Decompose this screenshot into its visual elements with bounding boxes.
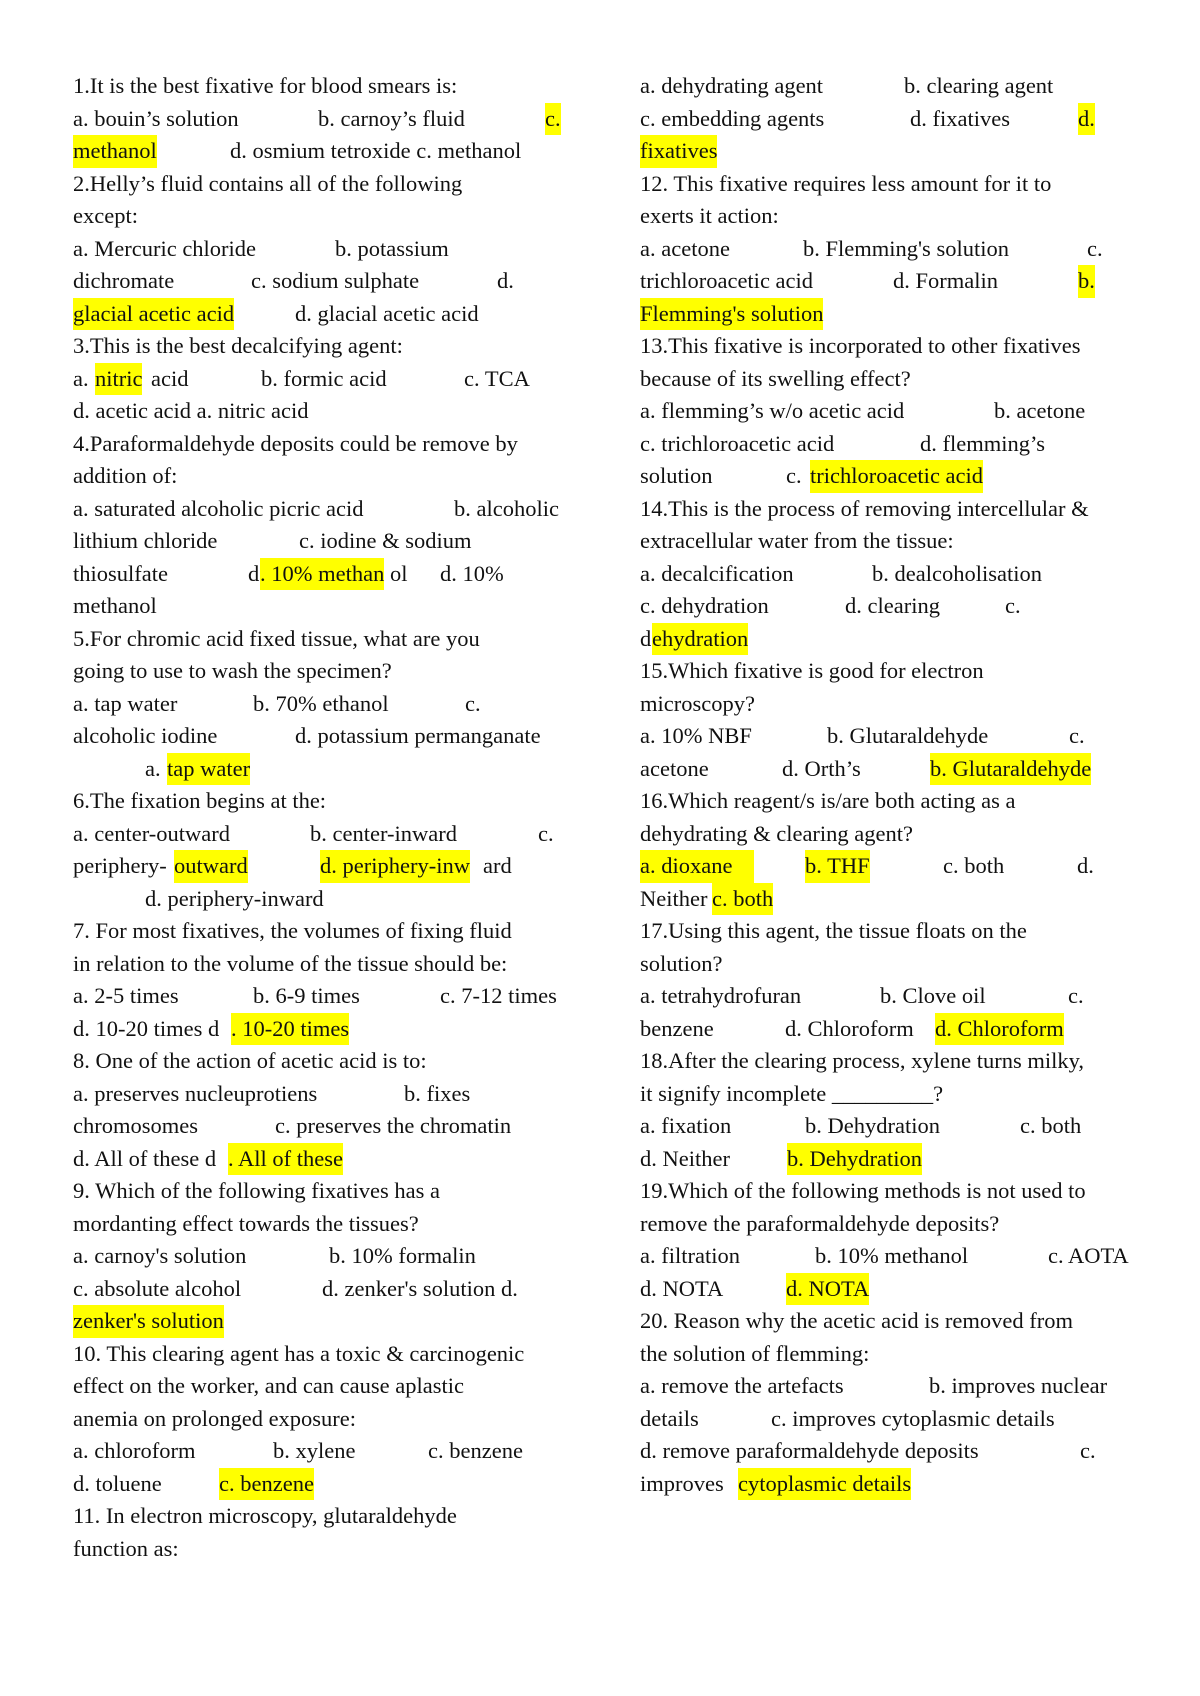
- right-column: [640, 70, 1160, 1500]
- option-text: c. TCA: [464, 365, 530, 391]
- text-line: [640, 818, 1160, 851]
- option-text: c. preserves the chromatin: [275, 1113, 512, 1138]
- question-text: 18.After the clearing process, xylene turns milky,: [640, 1048, 1085, 1073]
- option-text: c. both: [1020, 1113, 1082, 1138]
- option-text: c. benzene: [428, 1438, 523, 1463]
- option-text: d. toluene: [73, 1470, 162, 1496]
- question-text: 13.This fixative is incorporated to other fixatives: [640, 333, 1081, 358]
- option-text: benzene: [640, 1015, 714, 1041]
- option-text: c. trichloroacetic acid: [640, 430, 835, 456]
- text-line: [73, 850, 593, 883]
- option-text: b. improves nuclear: [929, 1373, 1108, 1398]
- question-text: function as:: [73, 1535, 179, 1561]
- text-line: [640, 298, 1160, 331]
- text-line: [73, 753, 593, 786]
- option-text: a. 10% NBF: [640, 723, 752, 748]
- option-text: b. fixes: [404, 1080, 471, 1106]
- option-text: d. Neither: [640, 1145, 730, 1171]
- text-line: [73, 1468, 593, 1501]
- option-text: alcoholic iodine: [73, 723, 218, 748]
- question-text: 12. This fixative requires less amount for it to: [640, 170, 1052, 196]
- question-text: 20. Reason why the acetic acid is removed from: [640, 1308, 1073, 1333]
- option-text: trichloroacetic acid: [640, 268, 814, 293]
- text-line: [73, 265, 593, 298]
- option-text: a. saturated alcoholic picric acid: [73, 495, 364, 521]
- option-text: improves: [640, 1470, 724, 1496]
- highlighted-answer: glacial acetic acid: [73, 298, 234, 331]
- text-line: [73, 720, 593, 753]
- text-line: [640, 590, 1160, 623]
- option-text: b. dealcoholisation: [872, 560, 1042, 586]
- option-text: c. both: [943, 853, 1005, 878]
- text-line: [640, 1305, 1160, 1338]
- option-text: b. formic acid: [261, 365, 387, 391]
- option-text: d. periphery-inward: [145, 885, 324, 911]
- option-text: b. xylene: [273, 1438, 356, 1463]
- question-text: 2.Helly’s fluid contains all of the following: [73, 170, 463, 196]
- option-text: b. Clove oil: [880, 983, 986, 1008]
- text-line: [640, 948, 1160, 981]
- text-line: [73, 1435, 593, 1468]
- highlighted-answer: cytoplasmic details: [738, 1468, 911, 1501]
- text-line: [73, 330, 593, 363]
- option-text: a.: [73, 365, 89, 391]
- question-text: microscopy?: [640, 690, 755, 716]
- highlighted-answer: methanol: [73, 135, 157, 168]
- text-line: [73, 1013, 593, 1046]
- text-line: [640, 720, 1160, 753]
- question-text: exerts it action:: [640, 203, 779, 228]
- option-text: b. 6-9 times: [253, 983, 360, 1008]
- question-text: 9. Which of the following fixatives has a: [73, 1178, 440, 1203]
- option-text: b. potassium: [335, 235, 449, 261]
- text-line: [640, 200, 1160, 233]
- option-text: d. 10%: [440, 560, 504, 586]
- text-line: [73, 70, 593, 103]
- option-text: c. dehydration: [640, 593, 769, 618]
- option-text: a. carnoy's solution: [73, 1243, 247, 1268]
- option-text: a. 2-5 times: [73, 983, 179, 1008]
- question-text: mordanting effect towards the tissues?: [73, 1210, 419, 1236]
- option-text: d. osmium tetroxide c. methanol: [230, 138, 522, 163]
- highlighted-answer: trichloroacetic acid: [810, 460, 983, 493]
- highlighted-answer: . All of these: [228, 1143, 343, 1176]
- text-line: [640, 1338, 1160, 1371]
- highlighted-answer: . 10-20 times: [231, 1013, 349, 1046]
- option-text: a. Mercuric chloride: [73, 235, 257, 261]
- question-text: the solution of flemming:: [640, 1340, 870, 1366]
- text-line: [640, 915, 1160, 948]
- text-line: [640, 623, 1160, 656]
- text-line: [73, 233, 593, 266]
- option-text: periphery-: [73, 853, 167, 878]
- option-text: acid: [151, 365, 189, 391]
- question-text: because of its swelling effect?: [640, 365, 911, 391]
- option-text: b. alcoholic: [454, 495, 559, 521]
- question-text: 5.For chromic acid fixed tissue, what are you: [73, 625, 480, 651]
- highlighted-answer: nitric: [95, 363, 142, 396]
- text-line: [640, 1240, 1160, 1273]
- text-line: [640, 363, 1160, 396]
- option-text: d: [640, 625, 652, 651]
- text-line: [73, 980, 593, 1013]
- option-text: b. 10% formalin: [329, 1243, 476, 1268]
- text-line: [73, 818, 593, 851]
- option-text: d. Formalin: [893, 268, 998, 293]
- question-text: addition of:: [73, 463, 178, 488]
- text-line: [73, 1338, 593, 1371]
- option-text: thiosulfate: [73, 560, 168, 586]
- option-text: ol: [390, 560, 408, 586]
- question-text: 17.Using this agent, the tissue floats on the: [640, 918, 1027, 943]
- option-text: d. potassium permanganate: [295, 723, 541, 748]
- text-line: [73, 1045, 593, 1078]
- text-line: [640, 168, 1160, 201]
- text-line: [640, 493, 1160, 526]
- text-line: [73, 655, 593, 688]
- text-line: [640, 1403, 1160, 1436]
- question-text: 7. For most fixatives, the volumes of fixing fluid: [73, 918, 512, 943]
- question-text: extracellular water from the tissue:: [640, 528, 954, 553]
- text-line: [73, 1208, 593, 1241]
- text-line: [73, 883, 593, 916]
- highlighted-answer: b. THF: [805, 850, 870, 883]
- option-text: a. preserves nucleuprotiens: [73, 1080, 318, 1106]
- text-line: [73, 1403, 593, 1436]
- text-line: [640, 330, 1160, 363]
- option-text: a. acetone: [640, 235, 730, 261]
- text-line: [73, 1533, 593, 1566]
- text-line: [640, 525, 1160, 558]
- highlighted-answer: c. both: [712, 883, 773, 916]
- highlighted-answer: d.: [1078, 103, 1095, 136]
- text-line: [73, 1078, 593, 1111]
- question-text: 19.Which of the following methods is not used to: [640, 1178, 1086, 1203]
- question-text: it signify incomplete _________?: [640, 1080, 944, 1106]
- text-line: [73, 1240, 593, 1273]
- text-line: [73, 460, 593, 493]
- highlighted-answer: Flemming's solution: [640, 298, 823, 331]
- text-line: [73, 395, 593, 428]
- question-text: 10. This clearing agent has a toxic & carcinogenic: [73, 1340, 525, 1366]
- option-text: d. clearing: [845, 593, 940, 618]
- question-text: 14.This is the process of removing intercellular &: [640, 495, 1089, 521]
- text-line: [73, 168, 593, 201]
- text-line: [73, 525, 593, 558]
- question-text: in relation to the volume of the tissue should be:: [73, 950, 508, 976]
- option-text: b. 70% ethanol: [253, 690, 389, 716]
- text-line: [640, 233, 1160, 266]
- option-text: d. zenker's solution d.: [322, 1275, 518, 1301]
- text-line: [73, 948, 593, 981]
- option-text: chromosomes: [73, 1113, 198, 1138]
- option-text: c. iodine & sodium: [299, 528, 472, 553]
- text-line: [73, 298, 593, 331]
- option-text: details: [640, 1405, 699, 1431]
- text-line: [73, 1110, 593, 1143]
- option-text: c.: [1080, 1438, 1096, 1463]
- option-text: b. Dehydration: [805, 1113, 940, 1138]
- question-text: methanol: [73, 593, 157, 618]
- option-text: b. clearing agent: [904, 73, 1054, 98]
- text-line: [640, 1175, 1160, 1208]
- text-line: [73, 1175, 593, 1208]
- option-text: acetone: [640, 755, 709, 781]
- question-text: 6.The fixation begins at the:: [73, 788, 327, 813]
- option-text: a. tetrahydrofuran: [640, 983, 802, 1008]
- question-text: 11. In electron microscopy, glutaraldehyde: [73, 1503, 457, 1528]
- option-text: c.: [465, 690, 481, 716]
- text-line: [73, 688, 593, 721]
- text-line: [640, 1143, 1160, 1176]
- text-line: [640, 1078, 1160, 1111]
- text-line: [73, 1370, 593, 1403]
- text-line: [640, 688, 1160, 721]
- text-line: [640, 558, 1160, 591]
- text-line: [640, 980, 1160, 1013]
- text-line: [73, 135, 593, 168]
- question-text: solution?: [640, 950, 723, 976]
- option-text: c.: [1069, 723, 1085, 748]
- option-text: d.: [497, 268, 514, 293]
- question-text: remove the paraformaldehyde deposits?: [640, 1210, 1000, 1236]
- text-line: [640, 460, 1160, 493]
- text-line: [640, 103, 1160, 136]
- option-text: c. 7-12 times: [440, 983, 557, 1008]
- option-text: Neither: [640, 885, 708, 911]
- option-text: a. remove the artefacts: [640, 1373, 844, 1398]
- highlighted-answer: zenker's solution: [73, 1305, 224, 1338]
- text-line: [73, 103, 593, 136]
- option-text: a. fixation: [640, 1113, 732, 1138]
- option-text: c.: [786, 463, 802, 488]
- text-line: [73, 1500, 593, 1533]
- highlighted-answer: d. Chloroform: [935, 1013, 1064, 1046]
- question-text: 8. One of the action of acetic acid is to:: [73, 1048, 427, 1073]
- option-text: a. tap water: [73, 690, 178, 716]
- text-line: [640, 753, 1160, 786]
- highlighted-answer: outward: [174, 850, 248, 883]
- option-text: d.: [1077, 853, 1094, 878]
- option-text: a.: [145, 755, 161, 781]
- option-text: lithium chloride: [73, 528, 218, 553]
- option-text: ard: [483, 853, 512, 878]
- option-text: b. Glutaraldehyde: [827, 723, 989, 748]
- option-text: a. bouin’s solution: [73, 105, 239, 131]
- option-text: b. acetone: [994, 398, 1086, 423]
- text-line: [73, 363, 593, 396]
- highlighted-answer: b. Glutaraldehyde: [930, 753, 1091, 786]
- question-text: effect on the worker, and can cause aplastic: [73, 1373, 464, 1398]
- option-text: b. carnoy’s fluid: [318, 105, 465, 131]
- highlighted-answer: tap water: [167, 753, 250, 786]
- option-text: d. fixatives: [910, 105, 1010, 131]
- text-line: [73, 623, 593, 656]
- option-text: a. decalcification: [640, 560, 794, 586]
- option-text: a. center-outward: [73, 820, 230, 846]
- highlighted-answer: d. periphery-inw: [320, 850, 470, 883]
- text-line: [73, 493, 593, 526]
- highlighted-answer: b.: [1078, 265, 1095, 298]
- text-line: [640, 265, 1160, 298]
- text-line: [640, 1435, 1160, 1468]
- option-text: a. flemming’s w/o acetic acid: [640, 398, 905, 423]
- question-text: 16.Which reagent/s is/are both acting as a: [640, 788, 1016, 813]
- text-line: [640, 135, 1160, 168]
- text-line: [640, 655, 1160, 688]
- text-line: [640, 883, 1160, 916]
- text-line: [73, 1143, 593, 1176]
- option-text: b. Flemming's solution: [803, 235, 1009, 261]
- option-text: c. improves cytoplasmic details: [771, 1405, 1055, 1431]
- text-line: [73, 1273, 593, 1306]
- question-text: 15.Which fixative is good for electron: [640, 658, 984, 683]
- highlighted-answer: c.: [545, 103, 561, 136]
- option-text: a. chloroform: [73, 1438, 196, 1463]
- option-text: d. 10-20 times d: [73, 1015, 220, 1041]
- text-line: [640, 785, 1160, 818]
- option-text: solution: [640, 463, 713, 488]
- option-text: d. remove paraformaldehyde deposits: [640, 1438, 979, 1463]
- highlighted-answer: c. benzene: [219, 1468, 314, 1501]
- text-line: [640, 1468, 1160, 1501]
- text-line: [640, 1208, 1160, 1241]
- question-text: 3.This is the best decalcifying agent:: [73, 333, 403, 358]
- option-text: c. embedding agents: [640, 105, 825, 131]
- option-text: d. flemming’s: [920, 430, 1045, 456]
- question-text: going to use to wash the specimen?: [73, 658, 392, 683]
- highlighted-answer: fixatives: [640, 135, 717, 168]
- highlighted-answer: d. NOTA: [786, 1273, 869, 1306]
- text-line: [640, 1273, 1160, 1306]
- text-line: [73, 1305, 593, 1338]
- option-text: d. glacial acetic acid: [295, 300, 479, 326]
- option-text: d: [248, 560, 260, 586]
- question-text: anemia on prolonged exposure:: [73, 1405, 357, 1431]
- text-line: [73, 200, 593, 233]
- text-line: [640, 1013, 1160, 1046]
- text-line: [73, 428, 593, 461]
- left-column: [73, 70, 593, 1565]
- highlighted-answer: a. dioxane: [640, 850, 754, 883]
- option-text: d. Orth’s: [782, 755, 861, 781]
- option-text: a. filtration: [640, 1243, 740, 1268]
- option-text: dichromate: [73, 268, 175, 293]
- question-text: 1.It is the best fixative for blood smears is:: [73, 73, 458, 98]
- option-text: a. dehydrating agent: [640, 73, 824, 98]
- text-line: [640, 395, 1160, 428]
- option-text: d. All of these d: [73, 1145, 217, 1171]
- text-line: [640, 70, 1160, 103]
- option-text: d. Chloroform: [785, 1015, 914, 1041]
- text-line: [640, 850, 1160, 883]
- option-text: c. absolute alcohol: [73, 1275, 242, 1301]
- question-text: except:: [73, 203, 138, 228]
- option-text: c. AOTA: [1048, 1243, 1129, 1268]
- text-line: [73, 915, 593, 948]
- question-text: d. acetic acid a. nitric acid: [73, 398, 309, 423]
- highlighted-answer: b. Dehydration: [787, 1143, 922, 1176]
- text-line: [640, 1045, 1160, 1078]
- text-line: [73, 558, 593, 591]
- text-line: [640, 428, 1160, 461]
- option-text: d. NOTA: [640, 1275, 724, 1301]
- option-text: c. sodium sulphate: [251, 268, 420, 293]
- text-line: [640, 1110, 1160, 1143]
- text-line: [73, 785, 593, 818]
- text-line: [73, 590, 593, 623]
- highlighted-answer: ehydration: [652, 623, 748, 656]
- question-text: 4.Paraformaldehyde deposits could be remove by: [73, 430, 518, 456]
- option-text: b. 10% methanol: [815, 1243, 969, 1268]
- highlighted-answer: . 10% methan: [260, 558, 384, 591]
- option-text: c.: [1068, 983, 1084, 1008]
- option-text: b. center-inward: [310, 820, 457, 846]
- option-text: c.: [1087, 235, 1103, 261]
- question-text: dehydrating & clearing agent?: [640, 820, 914, 846]
- text-line: [640, 1370, 1160, 1403]
- option-text: c.: [1005, 593, 1021, 618]
- option-text: c.: [538, 820, 554, 846]
